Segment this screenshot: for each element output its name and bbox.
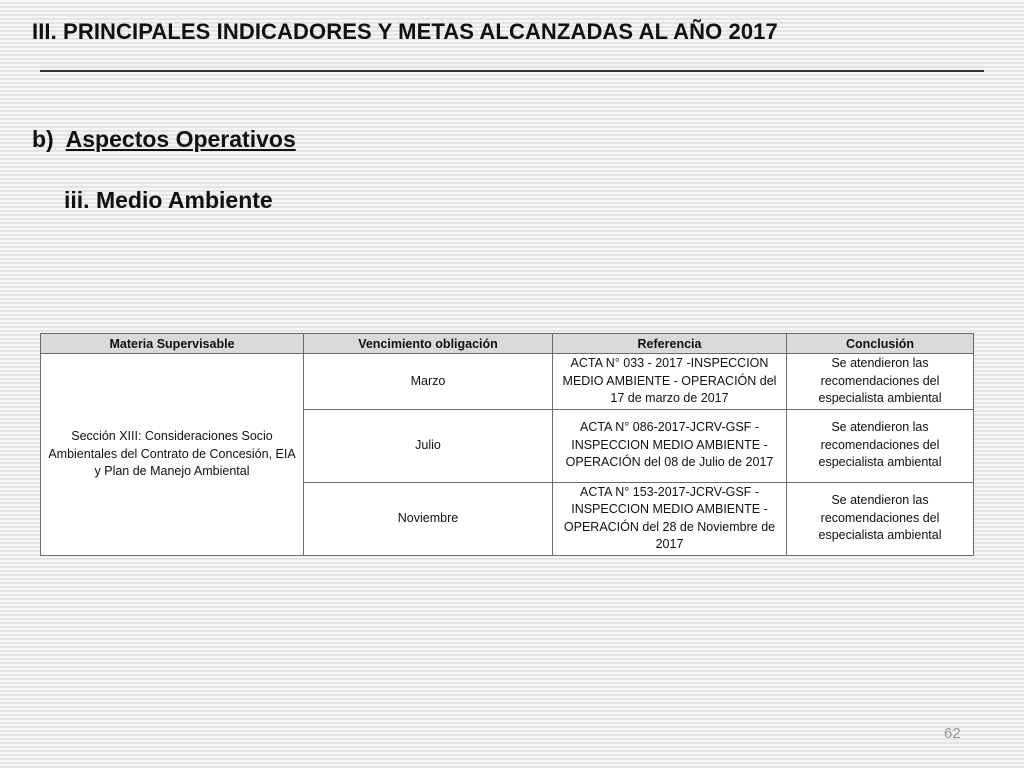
supervision-table [40,333,974,556]
section-marker: b) [32,126,54,152]
column-header-reference: Referencia [553,334,787,354]
conclusion-cell: Se atendieron las recomendaciones del especialista ambiental [787,354,974,410]
subject-cell: Sección XIII: Consideraciones Socio Ambientales del Contrato de Concesión, EIA y Plan de Manejo Ambiental [41,354,304,556]
slide-title: III. PRINCIPALES INDICADORES Y METAS ALCANZADAS AL AÑO 2017 [32,19,778,44]
reference-cell: ACTA N° 153-2017-JCRV-GSF - INSPECCION MEDIO AMBIENTE - OPERACIÓN del 28 de Noviembre de 2017 [553,482,787,555]
column-header-due: Vencimiento obligación [304,334,553,354]
conclusion-cell: Se atendieron las recomendaciones del especialista ambiental [787,482,974,555]
table-header-row [41,334,974,354]
title-divider [40,70,984,72]
reference-cell: ACTA N° 086-2017-JCRV-GSF - INSPECCION MEDIO AMBIENTE - OPERACIÓN del 08 de Julio de 2017 [553,409,787,482]
due-cell: Noviembre [304,482,553,555]
reference-cell: ACTA N° 033 - 2017 -INSPECCION MEDIO AMBIENTE - OPERACIÓN del 17 de marzo de 2017 [553,354,787,410]
column-header-subject: Materia Supervisable [41,334,304,354]
conclusion-cell: Se atendieron las recomendaciones del especialista ambiental [787,409,974,482]
due-cell: Marzo [304,354,553,410]
page-number: 62 [944,725,961,742]
table-row [41,354,974,410]
column-header-conclusion: Conclusión [787,334,974,354]
due-cell: Julio [304,409,553,482]
section-heading [32,126,296,153]
subsection-heading: iii. Medio Ambiente [64,187,273,213]
section-title: Aspectos Operativos [65,126,296,152]
